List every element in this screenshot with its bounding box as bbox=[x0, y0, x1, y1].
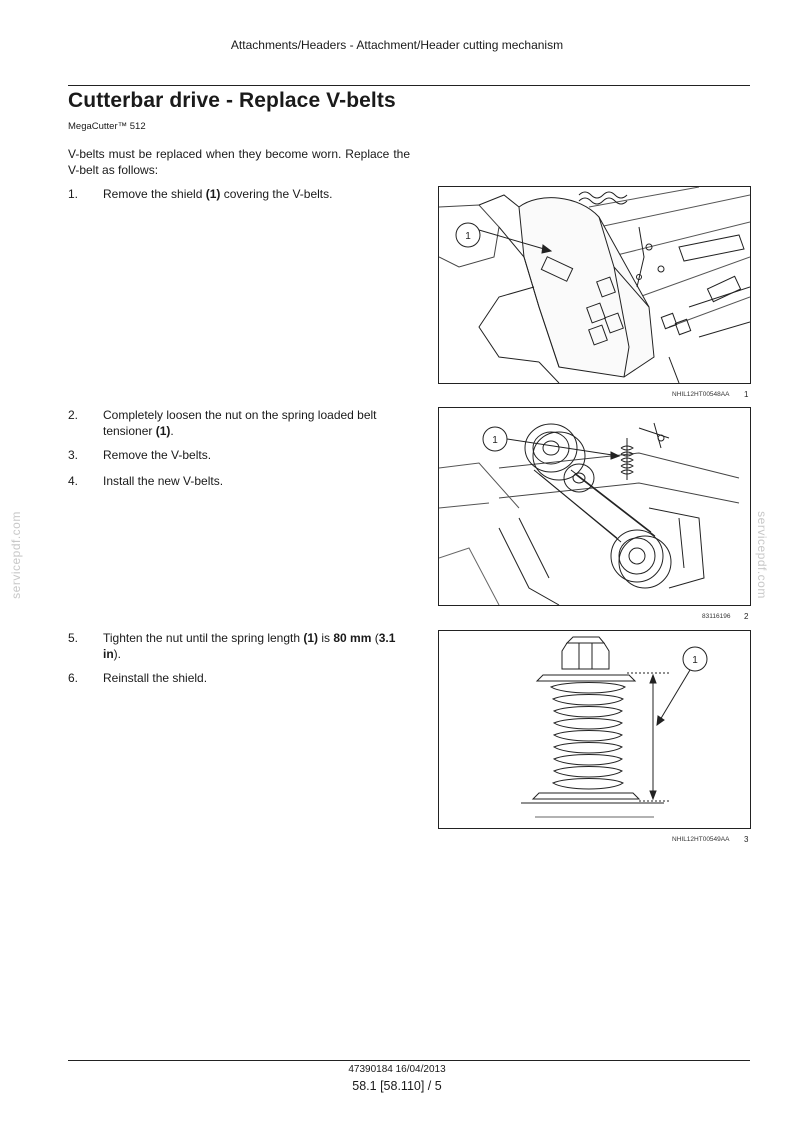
figure-3-caption: NHIL12HT00549AA bbox=[672, 836, 730, 843]
step-number: 4. bbox=[68, 474, 79, 488]
figure-3-number: 3 bbox=[744, 835, 749, 844]
step-text: Reinstall the shield. bbox=[103, 671, 208, 685]
figure-2-belt-tensioner bbox=[438, 407, 751, 606]
watermark-right: servicepdf.com bbox=[754, 511, 769, 599]
intro-paragraph: V-belts must be replaced when they become worn. Replace the V-belt as follows: bbox=[68, 147, 410, 177]
step-text: Remove the shield (1) covering the V-belts. bbox=[103, 187, 333, 201]
step-number: 5. bbox=[68, 631, 79, 645]
document-id: 47390184 16/04/2013 bbox=[348, 1064, 446, 1075]
step-text: Tighten the nut until the spring length (1) is 80 mm (3.1 in). bbox=[103, 631, 396, 661]
step-text: Completely loosen the nut on the spring loaded belt tensioner (1). bbox=[103, 408, 377, 438]
step-text: Install the new V-belts. bbox=[103, 474, 224, 488]
figure-1-number: 1 bbox=[744, 390, 749, 399]
callout-label: 1 bbox=[465, 231, 471, 242]
callout-label: 1 bbox=[492, 435, 498, 446]
page-title: Cutterbar drive - Replace V-belts bbox=[68, 89, 396, 112]
footer-divider bbox=[68, 1060, 750, 1061]
step-number: 3. bbox=[68, 448, 79, 462]
header-divider bbox=[68, 85, 750, 86]
step-number: 1. bbox=[68, 187, 79, 201]
figure-1-shield bbox=[438, 186, 751, 384]
step-number: 6. bbox=[68, 671, 79, 685]
callout-label: 1 bbox=[692, 655, 698, 666]
model-label: MegaCutter™ 512 bbox=[68, 121, 146, 132]
step-number: 2. bbox=[68, 408, 79, 422]
page-number: 58.1 [58.110] / 5 bbox=[352, 1079, 442, 1093]
step-text: Remove the V-belts. bbox=[103, 448, 212, 462]
figure-2-number: 2 bbox=[744, 612, 749, 621]
figure-1-caption: NHIL12HT00548AA bbox=[672, 391, 730, 398]
figure-3-spring-length bbox=[438, 630, 751, 829]
figure-2-caption: 83116196 bbox=[702, 613, 731, 620]
page-header: Attachments/Headers - Attachment/Header cutting mechanism bbox=[230, 38, 564, 52]
watermark-left: servicepdf.com bbox=[8, 511, 23, 599]
